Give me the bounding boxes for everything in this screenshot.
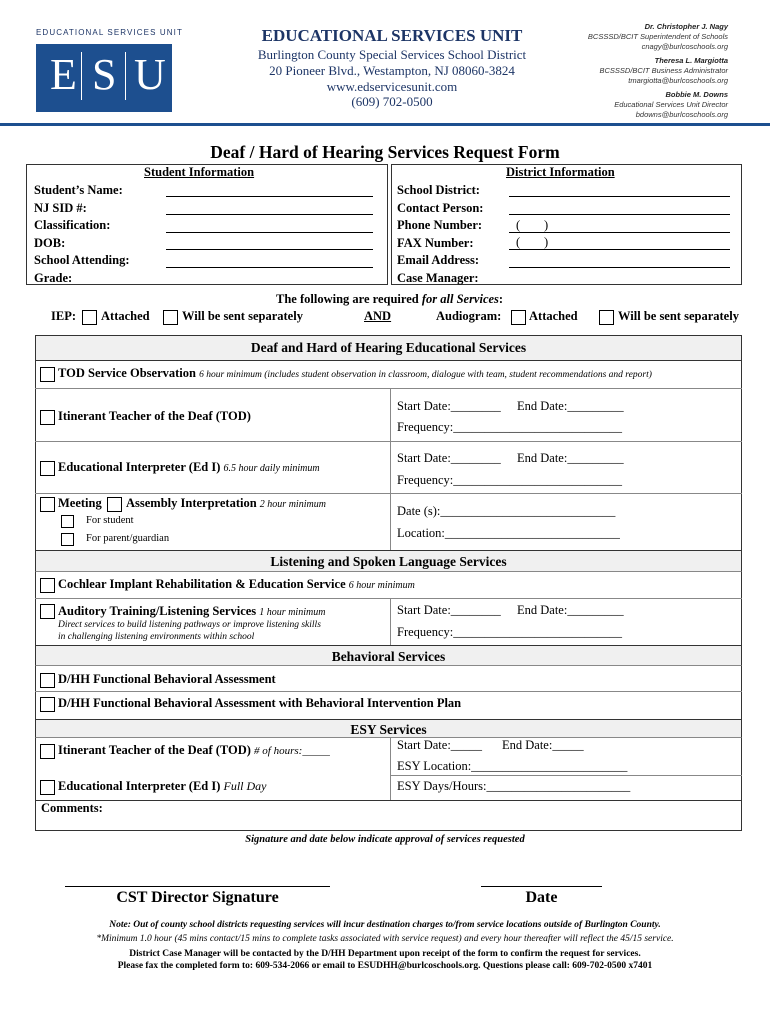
label-case-manager: Case Manager: <box>397 270 479 285</box>
footer-contact-1: District Case Manager will be contacted by the D/HH Department upon receipt of the form to confirm the request for services. <box>129 949 641 959</box>
label-grade: Grade: <box>34 270 73 285</box>
interpreter-label: Educational Interpreter (Ed I) 6.5 hour daily minimum <box>58 460 320 474</box>
esy-start-date[interactable]: Start Date:_____ <box>397 738 483 752</box>
org-website[interactable]: www.edservicesunit.com <box>326 79 458 94</box>
lsl-column-divider <box>390 598 391 645</box>
meeting-checkbox[interactable] <box>40 497 55 512</box>
label-email-address: Email Address: <box>397 253 480 268</box>
district-info-header: District Information <box>506 165 615 179</box>
contact-email[interactable]: tmargiotta@burlcoschools.org <box>628 76 728 85</box>
esy-days-hours[interactable]: ESY Days/Hours:_______________________ <box>397 779 631 793</box>
label-dob: DOB: <box>34 235 66 250</box>
audiogram-separate-checkbox[interactable] <box>599 310 614 325</box>
esy-end-date[interactable]: End Date:_____ <box>502 738 584 752</box>
itinerant-end-date[interactable]: End Date:_________ <box>517 399 624 413</box>
date-field[interactable] <box>481 886 602 887</box>
esy-itinerant-label: Itinerant Teacher of the Deaf (TOD) # of hours:_____ <box>58 743 330 757</box>
auditory-checkbox[interactable] <box>40 604 55 619</box>
for-student-label: For student <box>86 515 134 526</box>
phone-number-field[interactable] <box>509 232 730 233</box>
fax-paren-close: ) <box>544 235 549 249</box>
contact-business-admin: Theresa L. Margiotta BCSSSD/BCIT Business Administrator tmargiotta@burlcoschools.org <box>599 56 728 85</box>
fax-number-field[interactable] <box>509 249 730 250</box>
phone-paren-open: ( <box>516 218 521 232</box>
cst-signature-field[interactable] <box>65 886 330 887</box>
auditory-end-date[interactable]: End Date:_________ <box>517 603 624 617</box>
dob-field[interactable] <box>166 249 373 250</box>
logo-box <box>36 44 172 112</box>
and-label: AND <box>364 309 392 323</box>
label-school-district: School District: <box>397 183 480 197</box>
org-address: 20 Pioneer Blvd., Westampton, NJ 08060-3824 <box>269 63 515 78</box>
signature-note: Signature and date below indicate approval of services requested <box>245 834 525 845</box>
esy-interpreter-label: Educational Interpreter (Ed I) Full Day <box>58 779 267 793</box>
district-field-labels <box>397 182 483 288</box>
phone-paren-close: ) <box>544 218 549 232</box>
lsl-section-title: Listening and Spoken Language Services <box>35 550 742 572</box>
label-fax-number: FAX Number: <box>397 235 474 250</box>
fba-label: D/HH Functional Behavioral Assessment <box>58 672 276 686</box>
audiogram-attached-checkbox[interactable] <box>511 310 526 325</box>
cst-signature-label: CST Director Signature <box>116 889 279 906</box>
assembly-label: Assembly Interpretation 2 hour minimum <box>126 496 326 510</box>
auditory-label: Auditory Training/Listening Services 1 hour minimum <box>58 604 326 618</box>
audiogram-attached-label: Attached <box>529 309 578 323</box>
logo-letter-e: E <box>50 50 77 99</box>
behavioral-section-title: Behavioral Services <box>35 645 742 666</box>
label-student-name: Student’s Name: <box>34 183 123 197</box>
logo-top-text: EDUCATIONAL SERVICES UNIT <box>36 28 183 37</box>
audiogram-separate-label: Will be sent separately <box>618 309 739 323</box>
footer-minimum: *Minimum 1.0 hour (45 mins contact/15 mins to complete tasks associated with service request) and every hour thereafter will reflect the 45/15 service. <box>96 934 674 944</box>
fax-paren-open: ( <box>516 235 521 249</box>
auditory-frequency[interactable]: Frequency:___________________________ <box>397 625 622 639</box>
meeting-dates[interactable]: Date (s):____________________________ <box>397 504 616 518</box>
fba-checkbox[interactable] <box>40 673 55 688</box>
auditory-desc-2: in challenging listening environments within school <box>58 632 255 642</box>
logo-letter-u: U <box>134 50 166 99</box>
audiogram-label: Audiogram: <box>436 309 502 323</box>
meeting-label: Meeting <box>58 496 102 510</box>
cochlear-checkbox[interactable] <box>40 578 55 593</box>
esy-location[interactable]: ESY Location:_________________________ <box>397 759 628 773</box>
esu-logo <box>36 28 183 112</box>
tod-observation-checkbox[interactable] <box>40 367 55 382</box>
iep-separate-label: Will be sent separately <box>182 309 303 323</box>
label-phone-number: Phone Number: <box>397 218 483 233</box>
label-school-attending: School Attending: <box>34 253 130 268</box>
auditory-start-date[interactable]: Start Date:________ <box>397 603 501 617</box>
auditory-desc-1: Direct services to build listening pathways or improve listening skills <box>58 620 321 630</box>
iep-attached-label: Attached <box>101 309 150 323</box>
esy-interpreter-checkbox[interactable] <box>40 780 55 795</box>
itinerant-frequency[interactable]: Frequency:___________________________ <box>397 420 622 434</box>
esy-column-divider <box>390 738 391 800</box>
fba-bip-label: D/HH Functional Behavioral Assessment with Behavioral Intervention Plan <box>58 696 462 710</box>
classification-field[interactable] <box>166 232 373 233</box>
footer-note: Note: Out of county school districts requesting services will incur destination charges to/from service locations outside of Burlington County. <box>109 920 661 930</box>
label-classification: Classification: <box>34 218 111 233</box>
label-contact-person: Contact Person: <box>397 200 484 215</box>
for-student-checkbox[interactable] <box>61 515 74 528</box>
required-note: The following are required for all Services: <box>276 292 504 306</box>
fba-bip-checkbox[interactable] <box>40 697 55 712</box>
itinerant-start-date[interactable]: Start Date:________ <box>397 399 501 413</box>
for-parent-checkbox[interactable] <box>61 533 74 546</box>
student-info-header: Student Information <box>144 165 255 179</box>
tod-observation-label: TOD Service Observation 6 hour minimum (includes student observation in classroom, dialogue with team, student recommendations and report) <box>58 366 652 380</box>
student-field-labels <box>34 182 130 288</box>
dhh-section-title: Deaf and Hard of Hearing Educational Services <box>35 335 742 361</box>
logo-letter-s: S <box>92 50 117 99</box>
assembly-checkbox[interactable] <box>107 497 122 512</box>
interpreter-frequency[interactable]: Frequency:___________________________ <box>397 473 622 487</box>
nj-sid-field[interactable] <box>166 214 373 215</box>
contact-director: Bobbie M. Downs Educational Services Unit Director bdowns@burlcoschools.org <box>614 90 728 119</box>
org-name: EDUCATIONAL SERVICES UNIT <box>261 26 523 45</box>
meeting-location[interactable]: Location:____________________________ <box>397 526 620 540</box>
label-nj-sid: NJ SID #: <box>34 200 87 215</box>
student-name-field[interactable] <box>166 196 373 197</box>
iep-separate-checkbox[interactable] <box>163 310 178 325</box>
esy-itinerant-checkbox[interactable] <box>40 744 55 759</box>
email-address-field[interactable] <box>509 267 730 268</box>
contact-email[interactable]: bdowns@burlcoschools.org <box>635 110 728 119</box>
header-divider <box>0 123 770 126</box>
date-label: Date <box>525 889 558 906</box>
footer-contact-2: Please fax the completed form to: 609-534-2066 or email to ESUDHH@burlcoschools.org. Questions please call: 609-702-0500 x7401 <box>117 961 653 971</box>
iep-label: IEP: <box>51 309 76 323</box>
interpreter-start-date[interactable]: Start Date:________ <box>397 451 501 465</box>
contact-email[interactable]: cnagy@burlcoschools.org <box>641 42 728 51</box>
contact-superintendent: Dr. Christopher J. Nagy BCSSSD/BCIT Superintendent of Schools cnagy@burlcoschools.org <box>587 22 728 51</box>
school-attending-field[interactable] <box>166 267 373 268</box>
esy-section-title: ESY Services <box>35 719 742 738</box>
contact-person-field[interactable] <box>509 214 730 215</box>
comments-field[interactable] <box>115 803 735 827</box>
school-district-field[interactable] <box>509 196 730 197</box>
for-parent-label: For parent/guardian <box>86 533 170 544</box>
org-phone: (609) 702-0500 <box>351 94 433 109</box>
interpreter-end-date[interactable]: End Date:_________ <box>517 451 624 465</box>
iep-attached-checkbox[interactable] <box>82 310 97 325</box>
dhh-column-divider <box>390 388 391 550</box>
form-title: Deaf / Hard of Hearing Services Request Form <box>210 142 560 162</box>
district-name: Burlington County Special Services School District <box>257 47 527 62</box>
interpreter-checkbox[interactable] <box>40 461 55 476</box>
comments-label: Comments: <box>41 801 103 815</box>
itinerant-tod-label: Itinerant Teacher of the Deaf (TOD) <box>58 409 251 423</box>
itinerant-tod-checkbox[interactable] <box>40 410 55 425</box>
cochlear-label: Cochlear Implant Rehabilitation & Education Service 6 hour minimum <box>58 577 415 591</box>
